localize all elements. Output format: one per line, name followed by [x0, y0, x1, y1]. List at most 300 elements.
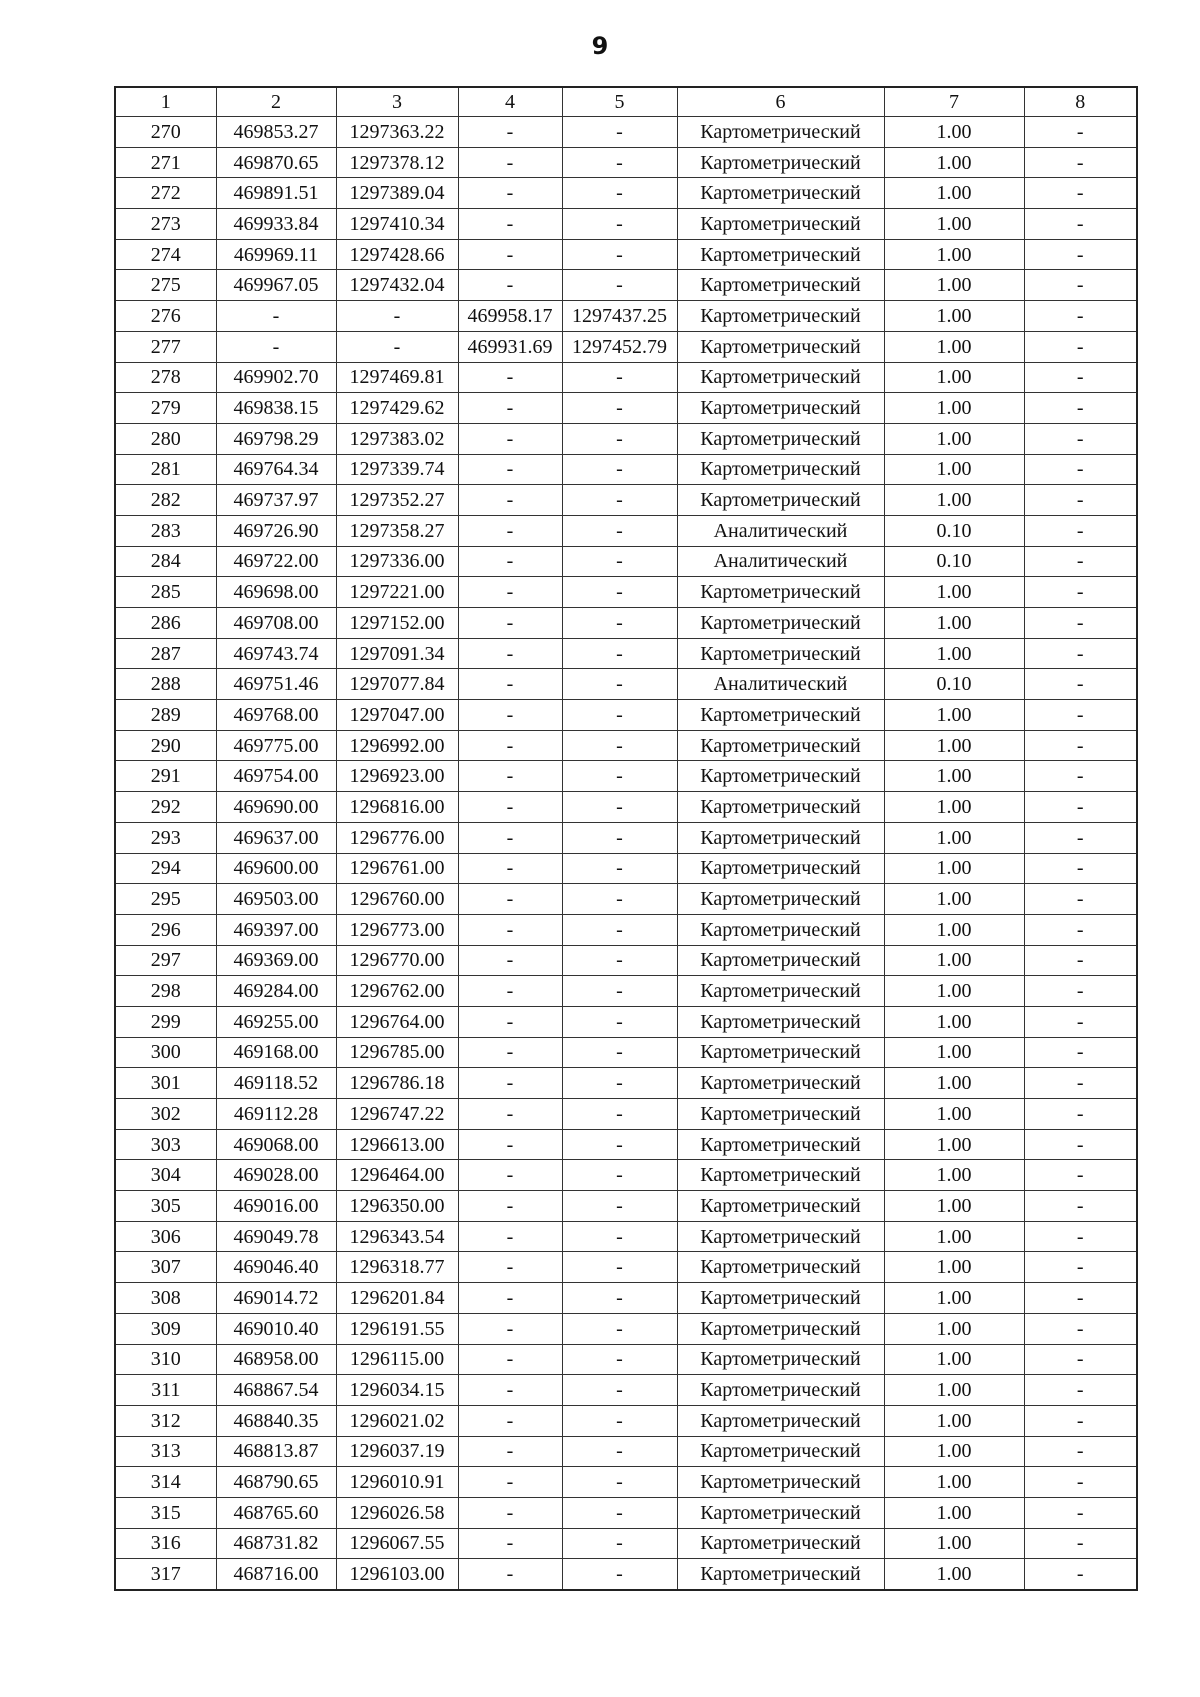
table-cell: -	[458, 423, 562, 454]
table-row	[115, 1467, 1137, 1498]
table-cell: -	[1024, 1344, 1137, 1375]
table-cell: Картометрический	[677, 301, 884, 332]
table-cell: 468790.65	[216, 1467, 336, 1498]
table-cell: 290	[115, 730, 216, 761]
table-cell: -	[458, 546, 562, 577]
table-cell: 469737.97	[216, 485, 336, 516]
table-cell: -	[1024, 485, 1137, 516]
table-cell: 469049.78	[216, 1221, 336, 1252]
table-cell: -	[1024, 1497, 1137, 1528]
table-row	[115, 301, 1137, 332]
table-cell: 314	[115, 1467, 216, 1498]
table-cell: Картометрический	[677, 1283, 884, 1314]
table-cell: -	[1024, 1467, 1137, 1498]
table-cell: Картометрический	[677, 1006, 884, 1037]
table-cell: -	[562, 454, 677, 485]
table-cell: 1297428.66	[336, 239, 458, 270]
table-cell: -	[1024, 1160, 1137, 1191]
table-cell: 469751.46	[216, 669, 336, 700]
table-cell: 468716.00	[216, 1559, 336, 1590]
table-cell: -	[458, 1467, 562, 1498]
table-cell: -	[1024, 1221, 1137, 1252]
table-cell: -	[1024, 1099, 1137, 1130]
table-cell: Картометрический	[677, 1221, 884, 1252]
table-cell: -	[1024, 1375, 1137, 1406]
table-cell: -	[1024, 700, 1137, 731]
column-header: 1	[115, 87, 216, 117]
table-cell: 310	[115, 1344, 216, 1375]
table-cell: -	[562, 700, 677, 731]
table-cell: Картометрический	[677, 884, 884, 915]
table-cell: -	[562, 761, 677, 792]
table-cell: -	[1024, 608, 1137, 639]
table-cell: 1296762.00	[336, 976, 458, 1007]
table-row	[115, 1191, 1137, 1222]
table-row	[115, 1037, 1137, 1068]
table-cell: 1.00	[884, 822, 1024, 853]
table-cell: 1297363.22	[336, 117, 458, 148]
table-header	[115, 87, 1137, 117]
table-cell: 317	[115, 1559, 216, 1590]
table-cell: -	[458, 1436, 562, 1467]
table-cell: -	[458, 1559, 562, 1590]
table-cell: 469798.29	[216, 423, 336, 454]
table-cell: 1.00	[884, 1160, 1024, 1191]
table-cell: -	[458, 1129, 562, 1160]
table-cell: -	[458, 669, 562, 700]
table-cell: Картометрический	[677, 577, 884, 608]
table-cell: 1296776.00	[336, 822, 458, 853]
page-number: 9	[591, 32, 609, 60]
table-cell: 296	[115, 914, 216, 945]
table-cell: 1.00	[884, 362, 1024, 393]
table-cell: -	[458, 270, 562, 301]
table-cell: -	[458, 822, 562, 853]
table-cell: 1.00	[884, 638, 1024, 669]
table-cell: 300	[115, 1037, 216, 1068]
table-cell: 1296034.15	[336, 1375, 458, 1406]
column-header: 4	[458, 87, 562, 117]
table-cell: 468840.35	[216, 1405, 336, 1436]
table-cell: -	[1024, 638, 1137, 669]
table-cell: 278	[115, 362, 216, 393]
table-cell: -	[458, 1006, 562, 1037]
table-cell: -	[336, 331, 458, 362]
table-cell: 1.00	[884, 700, 1024, 731]
table-cell: -	[562, 884, 677, 915]
table-cell: 1296021.02	[336, 1405, 458, 1436]
table-row	[115, 546, 1137, 577]
table-cell: 1296067.55	[336, 1528, 458, 1559]
table-cell: -	[458, 393, 562, 424]
table-cell: -	[1024, 884, 1137, 915]
table-cell: -	[1024, 239, 1137, 270]
table-cell: -	[562, 1099, 677, 1130]
table-cell: 1.00	[884, 1497, 1024, 1528]
table-cell: -	[458, 761, 562, 792]
table-cell: -	[1024, 270, 1137, 301]
table-cell: 469722.00	[216, 546, 336, 577]
table-row	[115, 700, 1137, 731]
table-row	[115, 884, 1137, 915]
table-row	[115, 761, 1137, 792]
table-cell: 469503.00	[216, 884, 336, 915]
table-cell: -	[1024, 577, 1137, 608]
table-cell: 469068.00	[216, 1129, 336, 1160]
table-cell: -	[562, 1559, 677, 1590]
table-row	[115, 1528, 1137, 1559]
table-cell: 304	[115, 1160, 216, 1191]
table-cell: Картометрический	[677, 393, 884, 424]
table-cell: 1.00	[884, 945, 1024, 976]
table-cell: 1.00	[884, 1344, 1024, 1375]
table-cell: 307	[115, 1252, 216, 1283]
table-cell: 0.10	[884, 669, 1024, 700]
table-cell: 271	[115, 147, 216, 178]
table-cell: -	[458, 1497, 562, 1528]
table-cell: -	[562, 1221, 677, 1252]
table-cell: 1.00	[884, 1313, 1024, 1344]
column-header: 5	[562, 87, 677, 117]
table-cell: -	[1024, 1528, 1137, 1559]
table-cell: 295	[115, 884, 216, 915]
table-cell: 1296786.18	[336, 1068, 458, 1099]
table-cell: 316	[115, 1528, 216, 1559]
table-cell: 1.00	[884, 1129, 1024, 1160]
table-cell: 469743.74	[216, 638, 336, 669]
table-cell: -	[1024, 1129, 1137, 1160]
table-row	[115, 1006, 1137, 1037]
table-cell: Картометрический	[677, 178, 884, 209]
table-cell: Картометрический	[677, 331, 884, 362]
table-cell: 1.00	[884, 1405, 1024, 1436]
table-cell: -	[1024, 976, 1137, 1007]
table-cell: 1297469.81	[336, 362, 458, 393]
table-cell: 469967.05	[216, 270, 336, 301]
table-cell: -	[458, 1283, 562, 1314]
table-cell: -	[562, 945, 677, 976]
table-cell: -	[1024, 362, 1137, 393]
table-cell: 274	[115, 239, 216, 270]
table-cell: -	[458, 1160, 562, 1191]
table-cell: -	[458, 147, 562, 178]
table-cell: 1.00	[884, 1436, 1024, 1467]
table-cell: 1.00	[884, 117, 1024, 148]
table-cell: 288	[115, 669, 216, 700]
table-cell: -	[1024, 117, 1137, 148]
table-cell: -	[1024, 1068, 1137, 1099]
table-cell: -	[458, 178, 562, 209]
table-row	[115, 792, 1137, 823]
table-cell: -	[562, 853, 677, 884]
table-cell: Картометрический	[677, 638, 884, 669]
table-cell: 1.00	[884, 1528, 1024, 1559]
table-row	[115, 1068, 1137, 1099]
table-cell: -	[458, 884, 562, 915]
table-cell: -	[458, 1252, 562, 1283]
column-header: 2	[216, 87, 336, 117]
table-cell: -	[1024, 914, 1137, 945]
table-cell: 469931.69	[458, 331, 562, 362]
table-cell: Картометрический	[677, 1528, 884, 1559]
table-row	[115, 608, 1137, 639]
table-cell: -	[562, 1129, 677, 1160]
table-cell: 1.00	[884, 301, 1024, 332]
table-cell: -	[1024, 1405, 1137, 1436]
table-cell: Картометрический	[677, 853, 884, 884]
table-cell: 312	[115, 1405, 216, 1436]
table-cell: Картометрический	[677, 147, 884, 178]
table-cell: 301	[115, 1068, 216, 1099]
table-cell: -	[458, 1221, 562, 1252]
table-cell: Картометрический	[677, 608, 884, 639]
table-cell: 302	[115, 1099, 216, 1130]
table-cell: 1.00	[884, 761, 1024, 792]
table-cell: 1296350.00	[336, 1191, 458, 1222]
table-cell: 1.00	[884, 147, 1024, 178]
table-cell: -	[562, 1313, 677, 1344]
table-cell: 311	[115, 1375, 216, 1406]
table-cell: 1.00	[884, 608, 1024, 639]
table-row	[115, 270, 1137, 301]
table-cell: -	[1024, 1436, 1137, 1467]
table-row	[115, 393, 1137, 424]
table-cell: -	[1024, 423, 1137, 454]
table-cell: -	[562, 362, 677, 393]
table-cell: -	[1024, 147, 1137, 178]
table-cell: 469708.00	[216, 608, 336, 639]
table-cell: -	[562, 792, 677, 823]
table-cell: 1297352.27	[336, 485, 458, 516]
table-cell: Картометрический	[677, 976, 884, 1007]
table-cell: -	[562, 1191, 677, 1222]
table-cell: 469870.65	[216, 147, 336, 178]
table-cell: -	[458, 362, 562, 393]
table-cell: 1297432.04	[336, 270, 458, 301]
table-cell: -	[1024, 393, 1137, 424]
table-cell: 1296464.00	[336, 1160, 458, 1191]
table-cell: -	[458, 117, 562, 148]
table-cell: 1296318.77	[336, 1252, 458, 1283]
table-cell: 1296764.00	[336, 1006, 458, 1037]
table-cell: -	[216, 331, 336, 362]
table-cell: 1.00	[884, 914, 1024, 945]
table-cell: -	[562, 1375, 677, 1406]
table-cell: Картометрический	[677, 1191, 884, 1222]
table-cell: -	[458, 1037, 562, 1068]
table-cell: -	[1024, 730, 1137, 761]
table-cell: 1.00	[884, 1559, 1024, 1590]
table-cell: Картометрический	[677, 485, 884, 516]
table-row	[115, 976, 1137, 1007]
table-cell: -	[458, 1344, 562, 1375]
table-cell: -	[562, 822, 677, 853]
table-cell: Картометрический	[677, 1467, 884, 1498]
table-cell: 1.00	[884, 209, 1024, 240]
table-cell: -	[458, 976, 562, 1007]
table-cell: 1.00	[884, 1467, 1024, 1498]
table-row	[115, 730, 1137, 761]
table-cell: -	[1024, 822, 1137, 853]
table-cell: 469014.72	[216, 1283, 336, 1314]
table-cell: 1.00	[884, 1221, 1024, 1252]
table-cell: -	[458, 608, 562, 639]
table-cell: -	[1024, 331, 1137, 362]
table-cell: 469754.00	[216, 761, 336, 792]
table-cell: -	[1024, 178, 1137, 209]
table-cell: Картометрический	[677, 792, 884, 823]
table-cell: -	[562, 423, 677, 454]
table-cell: Аналитический	[677, 669, 884, 700]
table-row	[115, 945, 1137, 976]
table-cell: -	[562, 1006, 677, 1037]
table-cell: -	[1024, 209, 1137, 240]
table-cell: Картометрический	[677, 1344, 884, 1375]
table-cell: 1297091.34	[336, 638, 458, 669]
table-cell: 1297077.84	[336, 669, 458, 700]
table-cell: -	[1024, 1006, 1137, 1037]
table-row	[115, 577, 1137, 608]
table-row	[115, 331, 1137, 362]
table-cell: -	[562, 976, 677, 1007]
table-cell: -	[1024, 1252, 1137, 1283]
table-cell: -	[1024, 454, 1137, 485]
table-body	[115, 117, 1137, 1591]
table-cell: 1.00	[884, 976, 1024, 1007]
table-cell: 1.00	[884, 1068, 1024, 1099]
table-cell: 292	[115, 792, 216, 823]
table-cell: 1296816.00	[336, 792, 458, 823]
table-cell: 1297358.27	[336, 515, 458, 546]
table-row	[115, 669, 1137, 700]
table-cell: -	[458, 853, 562, 884]
table-cell: 1.00	[884, 423, 1024, 454]
table-cell: -	[1024, 1037, 1137, 1068]
table-cell: 280	[115, 423, 216, 454]
table-cell: 1297339.74	[336, 454, 458, 485]
table-cell: 298	[115, 976, 216, 1007]
table-cell: -	[562, 914, 677, 945]
table-row	[115, 454, 1137, 485]
table-row	[115, 822, 1137, 853]
table-cell: -	[1024, 515, 1137, 546]
table-row	[115, 1344, 1137, 1375]
table-cell: Картометрический	[677, 1559, 884, 1590]
table-cell: 1297336.00	[336, 546, 458, 577]
table-cell: 1296201.84	[336, 1283, 458, 1314]
table-cell: -	[562, 1160, 677, 1191]
table-row	[115, 239, 1137, 270]
table-cell: 289	[115, 700, 216, 731]
table-cell: 1.00	[884, 1375, 1024, 1406]
table-cell: Картометрический	[677, 761, 884, 792]
table-cell: 468765.60	[216, 1497, 336, 1528]
table-cell: 299	[115, 1006, 216, 1037]
table-cell: 1297452.79	[562, 331, 677, 362]
table-cell: 1296761.00	[336, 853, 458, 884]
table-cell: 0.10	[884, 515, 1024, 546]
table-cell: -	[562, 1405, 677, 1436]
table-cell: -	[216, 301, 336, 332]
table-cell: 1296343.54	[336, 1221, 458, 1252]
table-row	[115, 117, 1137, 148]
table-cell: -	[1024, 792, 1137, 823]
table-cell: 285	[115, 577, 216, 608]
table-cell: Картометрический	[677, 1160, 884, 1191]
table-cell: 1.00	[884, 577, 1024, 608]
table-cell: -	[458, 1068, 562, 1099]
table-cell: 1297389.04	[336, 178, 458, 209]
table-cell: 469600.00	[216, 853, 336, 884]
table-cell: 469255.00	[216, 1006, 336, 1037]
table-cell: -	[1024, 546, 1137, 577]
table-cell: -	[458, 454, 562, 485]
table-cell: 1297152.00	[336, 608, 458, 639]
table-cell: 297	[115, 945, 216, 976]
table-cell: 1296992.00	[336, 730, 458, 761]
table-row	[115, 638, 1137, 669]
table-row	[115, 1099, 1137, 1130]
table-cell: Картометрический	[677, 1068, 884, 1099]
table-cell: 1296037.19	[336, 1436, 458, 1467]
table-cell: -	[562, 239, 677, 270]
table-cell: 291	[115, 761, 216, 792]
table-cell: 1.00	[884, 178, 1024, 209]
table-row	[115, 1313, 1137, 1344]
table-cell: 282	[115, 485, 216, 516]
table-cell: 1297378.12	[336, 147, 458, 178]
table-cell: Картометрический	[677, 1099, 884, 1130]
table-cell: 468958.00	[216, 1344, 336, 1375]
table-cell: 1296115.00	[336, 1344, 458, 1375]
table-cell: -	[562, 515, 677, 546]
table-row	[115, 1252, 1137, 1283]
table-cell: 469028.00	[216, 1160, 336, 1191]
table-cell: -	[562, 730, 677, 761]
table-cell: -	[562, 1252, 677, 1283]
table-cell: 1296785.00	[336, 1037, 458, 1068]
table-cell: -	[458, 485, 562, 516]
table-cell: 468813.87	[216, 1436, 336, 1467]
table-cell: -	[458, 700, 562, 731]
table-cell: -	[458, 1405, 562, 1436]
table-cell: -	[562, 638, 677, 669]
table-cell: -	[562, 1068, 677, 1099]
table-row	[115, 485, 1137, 516]
table-cell: 1297047.00	[336, 700, 458, 731]
table-cell: 468731.82	[216, 1528, 336, 1559]
table-cell: 469112.28	[216, 1099, 336, 1130]
table-cell: Картометрический	[677, 423, 884, 454]
table-cell: 313	[115, 1436, 216, 1467]
table-cell: Картометрический	[677, 209, 884, 240]
table-cell: 287	[115, 638, 216, 669]
table-cell: 469010.40	[216, 1313, 336, 1344]
table-row	[115, 1221, 1137, 1252]
table-cell: 305	[115, 1191, 216, 1222]
table-cell: Картометрический	[677, 730, 884, 761]
table-row	[115, 914, 1137, 945]
table-cell: 1.00	[884, 485, 1024, 516]
table-cell: 469284.00	[216, 976, 336, 1007]
table-cell: 469969.11	[216, 239, 336, 270]
column-header: 3	[336, 87, 458, 117]
table-cell: -	[1024, 761, 1137, 792]
table-cell: -	[458, 1375, 562, 1406]
table-cell: Аналитический	[677, 546, 884, 577]
table-cell: 1.00	[884, 792, 1024, 823]
table-cell: 283	[115, 515, 216, 546]
